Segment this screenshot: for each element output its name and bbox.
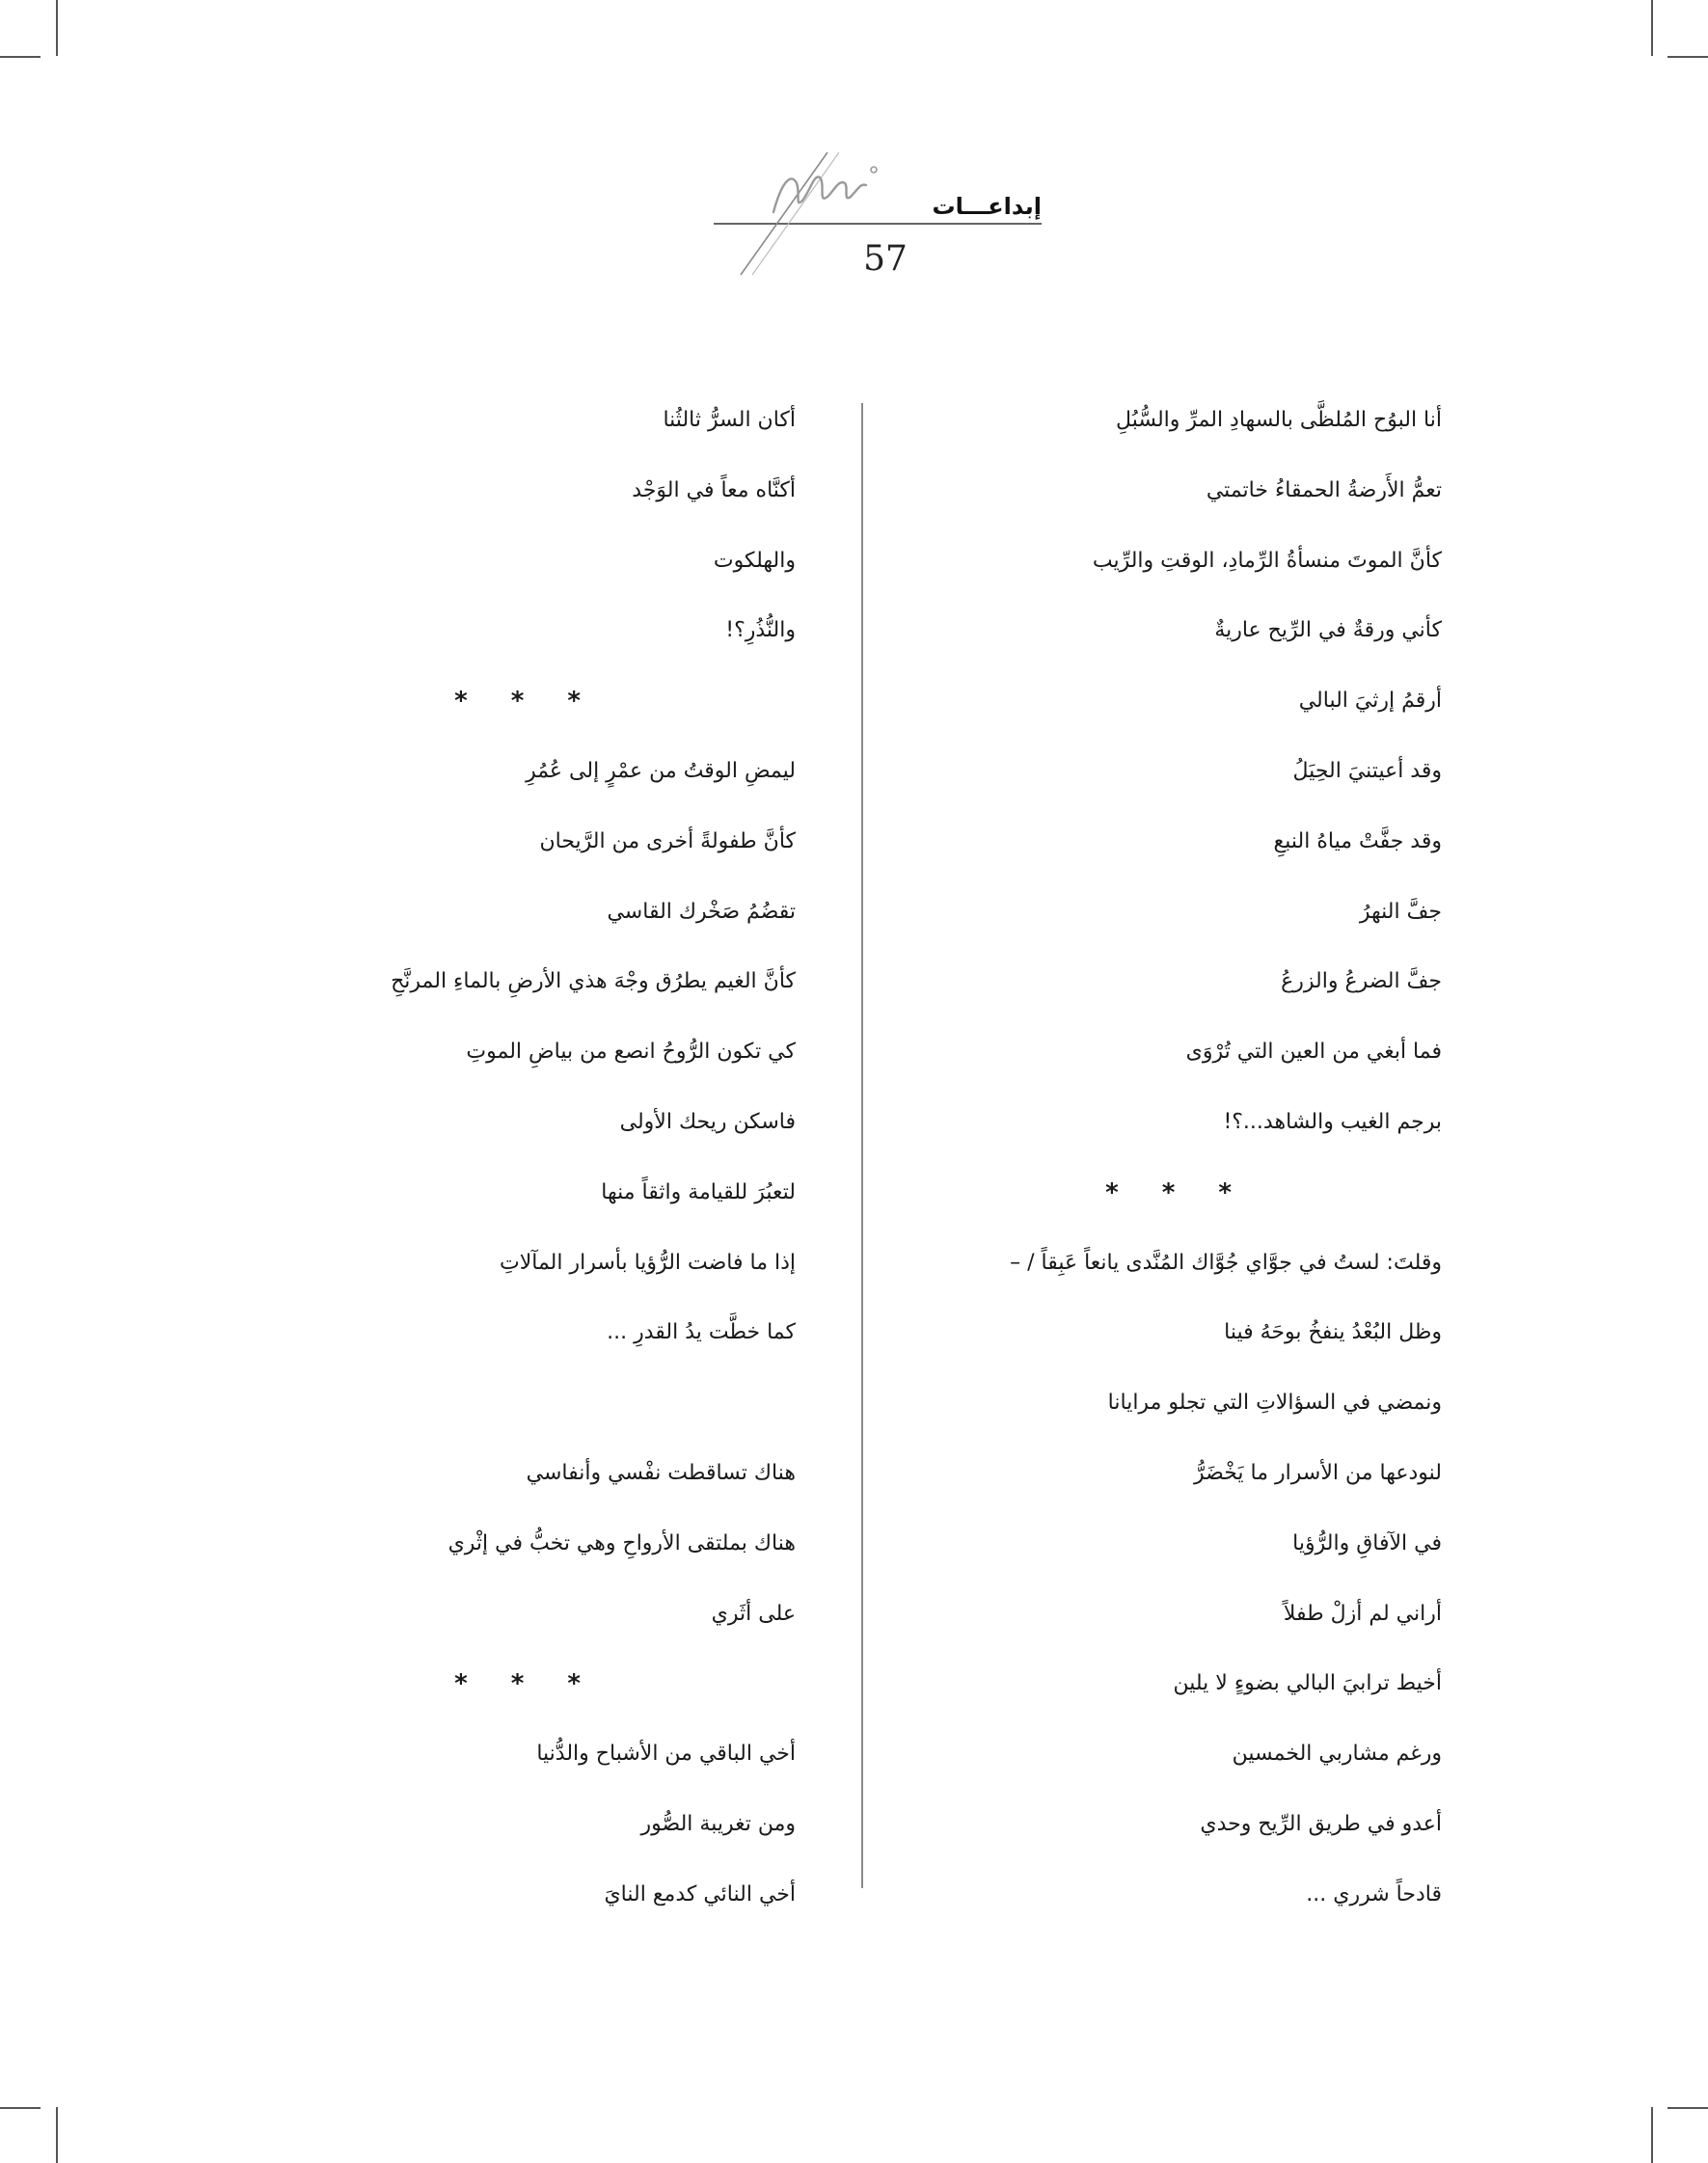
poem-line: قادحاً شرري ... bbox=[1306, 1881, 1442, 1906]
poem-line: هناك بملتقى الأرواحِ وهي تخبُّ في إثْري bbox=[447, 1530, 796, 1555]
stanza-separator: * * * bbox=[454, 687, 598, 716]
poem-line: أراني لم أزلْ طفلاً bbox=[1283, 1601, 1442, 1626]
poem-line: كي تكون الرُّوحُ انصع من بياضِ الموتِ bbox=[466, 1040, 796, 1065]
poem-line: فاسكن ريحك الأولى bbox=[619, 1109, 796, 1134]
poem-line: وظل البُعْدُ ينفخُ بوحَهُ فينا bbox=[1224, 1320, 1442, 1345]
poem-line: في الآفاقِ والرُّؤيا bbox=[1292, 1530, 1442, 1555]
poem-line: ونمضي في السؤالاتِ التي تجلو مرايانا bbox=[1107, 1391, 1442, 1416]
crop-mark bbox=[1651, 2107, 1653, 2163]
poem-line: تعمُّ الأَرضةُ الحمقاءُ خاتمتي bbox=[1206, 477, 1442, 502]
poem-column-left bbox=[289, 386, 796, 1931]
poem-column-right bbox=[926, 386, 1442, 1931]
poem-line: أكنَّاه معاً في الوَجْد bbox=[632, 477, 796, 502]
crop-mark bbox=[1651, 0, 1653, 56]
poem-line: جفَّ النهرُ bbox=[1359, 899, 1442, 924]
poem-line: أكان السرُّ ثالثُنا bbox=[663, 408, 796, 432]
page-header bbox=[714, 145, 1042, 289]
poem-line: كما خطَّت يدُ القدرِ ... bbox=[607, 1320, 796, 1345]
section-label: إبداعـــات bbox=[932, 193, 1042, 220]
poem-line: لنودعها من الأسرار ما يَخْضَرُّ bbox=[1194, 1460, 1442, 1485]
poem-line: تقضُمُ صَخْرك القاسي bbox=[607, 899, 796, 924]
poem-line: كأنَّ الموتَ منسأةُ الرِّمادِ، الوقتِ والرِّيب bbox=[1092, 548, 1442, 573]
poem-line: ليمضِ الوقتُ من عمْرٍ إلى عُمُرِ bbox=[526, 758, 796, 783]
poem-line: إذا ما فاضت الرُّؤيا بأسرار المآلاتِ bbox=[499, 1250, 796, 1275]
poem-line: والنُّذُرِ؟! bbox=[725, 618, 796, 643]
poem-line: والهلكوت bbox=[713, 548, 796, 573]
stanza-separator: * * * bbox=[1105, 1177, 1249, 1207]
poem-line: وقد جفَّتْ مياهُ النبعِ bbox=[1273, 828, 1442, 853]
poem-line: ومن تغريبة الصُّور bbox=[640, 1811, 796, 1836]
poem-line: أخي النائي كدمع النايَ bbox=[604, 1881, 796, 1906]
blank-line bbox=[289, 1368, 796, 1439]
crop-mark bbox=[0, 56, 41, 58]
crop-mark bbox=[0, 2107, 41, 2109]
poem-line: كأنَّ طفولةً أخرى من الرَّيحان bbox=[539, 828, 796, 853]
stanza-separator: * * * bbox=[454, 1669, 598, 1699]
crop-mark bbox=[56, 0, 58, 56]
poem-line: كأنَّ الغيم يطرُق وجْهَ هذي الأرضِ بالماءِ المرنَّحِ bbox=[391, 969, 796, 994]
column-divider bbox=[861, 403, 863, 1888]
page-number: 57 bbox=[863, 239, 908, 279]
poem-line: على أثَري bbox=[711, 1601, 796, 1626]
poem-line: أنا البوُح المُلظَّى بالسهادِ المرِّ والسُّبُلِ bbox=[1116, 408, 1442, 432]
poem-line: أرقمُ إرثيَ البالي bbox=[1298, 689, 1442, 714]
poem-line: كأني ورقةٌ في الرِّيح عاريةٌ bbox=[1214, 618, 1442, 643]
poem-line: أعدو في طريق الرِّيح وحدي bbox=[1200, 1811, 1442, 1836]
poem-line: هناك تساقطت نفْسي وأنفاسي bbox=[526, 1460, 796, 1485]
poem-line: برجم الغيب والشاهد...؟! bbox=[1223, 1109, 1442, 1134]
crop-mark bbox=[56, 2107, 58, 2163]
poem-line: وقلتَ: لستُ في جوَّاي جُوَّاك المُنَّدى يانعاً عَبِقاً / – bbox=[1010, 1250, 1442, 1275]
poem-line: فما أبغي من العين التي تُرْوَى bbox=[1185, 1040, 1442, 1065]
poem-line: جفَّ الضرعُ والزرعُ bbox=[1281, 969, 1442, 994]
poem-line: وقد أعيتنيَ الحِيَلُ bbox=[1292, 758, 1442, 783]
poem-line: أخيط ترابيَ البالي بضوءٍ لا يلين bbox=[1173, 1671, 1442, 1696]
poem-line: ورغم مشاربي الخمسين bbox=[1232, 1742, 1442, 1767]
poem-line: أخي الباقي من الأشباح والدُّنيا bbox=[536, 1742, 796, 1767]
poem-line: لتعبُرَ للقيامة واثقاً منها bbox=[601, 1179, 796, 1204]
crop-mark bbox=[1667, 56, 1708, 58]
crop-mark bbox=[1667, 2107, 1708, 2109]
